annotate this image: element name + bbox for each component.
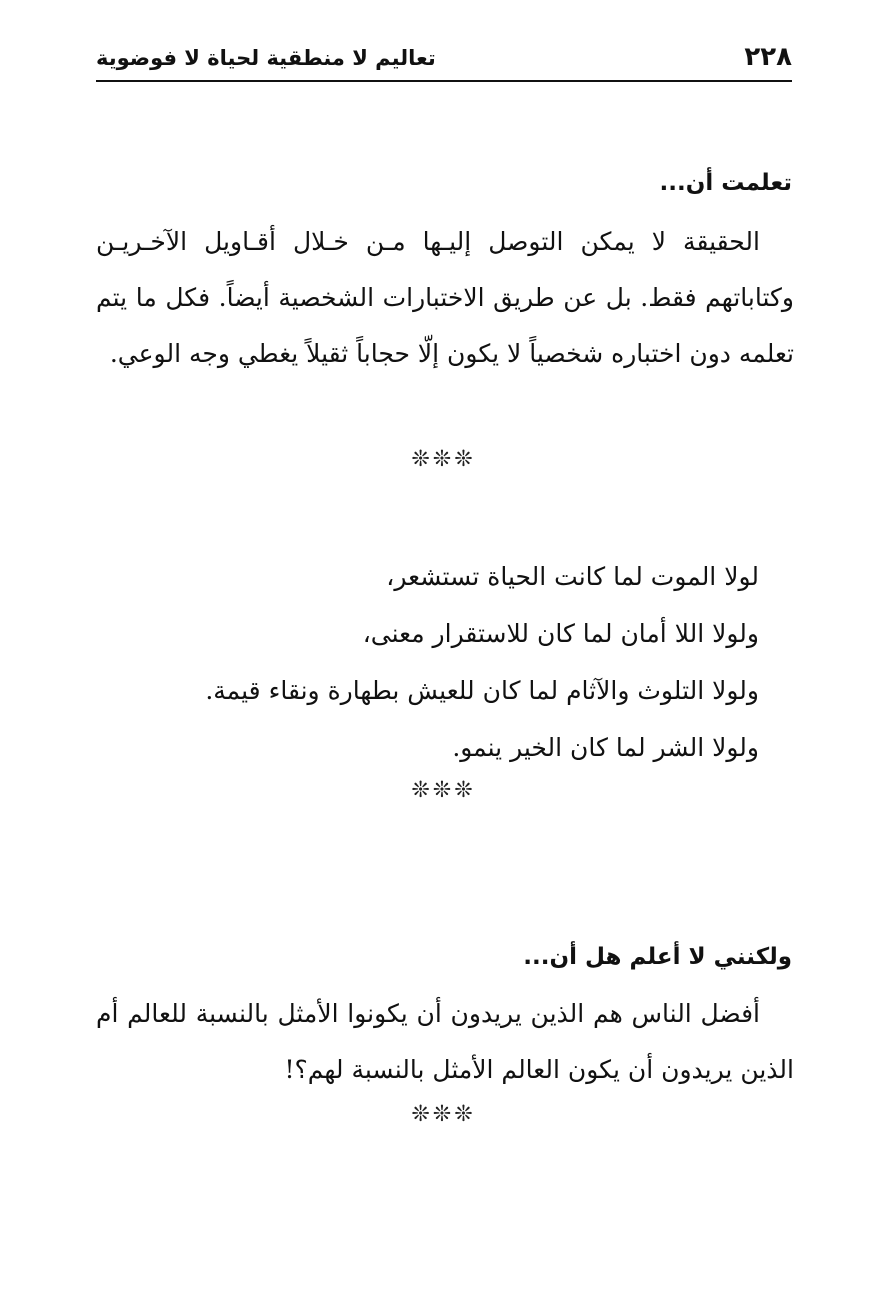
section-paragraph-2: [96, 986, 794, 1098]
poem-line: ولولا اللا أمان لما كان للاستقرار معنى،: [362, 619, 759, 648]
section-heading-2: ولكنني لا أعلم هل أن...: [523, 944, 792, 970]
poem-line: ولولا الشر لما كان الخير ينمو.: [452, 733, 759, 762]
separator-3: ❊❊❊: [411, 1102, 476, 1127]
book-title: تعاليم لا منطقية لحياة لا فوضوية: [96, 46, 436, 70]
poem-block: [205, 548, 759, 776]
separator-1: ❊❊❊: [411, 447, 476, 472]
paragraph-text: الحقيقة لا يمكن التوصل إليـها مـن خـلال أقـاويل الآخـريـن وكتاباتهم فقط. بل عن طريق الاختبارات الشخصية أيضاً. فكل ما يتم تعلمه دون اختباره شخصياً لا يكون إلّا حجاباً ثقيلاً يغطي وجه الوعي.: [96, 227, 794, 368]
section-paragraph-1: [96, 214, 794, 382]
poem-line: ولولا التلوث والآثام لما كان للعيش بطهارة ونقاء قيمة.: [205, 676, 759, 705]
running-header: [96, 40, 792, 82]
section-heading-1: تعلمت أن...: [659, 170, 792, 196]
paragraph-text: أفضل الناس هم الذين يريدون أن يكونوا الأمثل بالنسبة للعالم أم الذين يريدون أن يكون العالم الأمثل بالنسبة لهم؟!: [96, 999, 794, 1084]
page-number: ٢٢٨: [744, 42, 792, 72]
poem-line: لولا الموت لما كانت الحياة تستشعر،: [386, 562, 759, 591]
separator-2: ❊❊❊: [411, 778, 476, 803]
